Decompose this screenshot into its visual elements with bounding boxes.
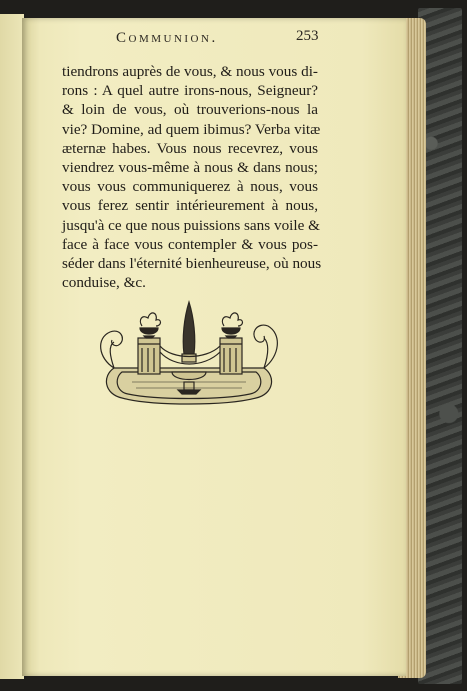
text-line: séder dans l'éternité bienheureuse, où nous [62, 255, 322, 273]
body-text [62, 62, 322, 292]
text-line: face à face vous contempler & vous pos- [62, 235, 318, 253]
text-line: vie? Domine, ad quem ibimus? Verba vitæ [62, 120, 321, 138]
text-line: rons : A quel autre irons-nous, Seigneur? [62, 82, 318, 100]
page-number: 253 [296, 28, 319, 44]
running-head: Communion. [116, 30, 218, 46]
text-line: jusqu'à ce que nous puissions sans voile & [62, 216, 320, 234]
fleuron-vignette [92, 298, 286, 416]
facing-page-edge [0, 14, 24, 679]
text-line: tiendrons auprès de vous, & nous vous di- [62, 63, 318, 80]
text-line: viendrez vous-même à nous & dans nous; [62, 159, 318, 177]
text-line: vous vous communiquerez à nous, vous [62, 178, 318, 196]
text-line: conduise, &c. [62, 274, 146, 292]
text-line: vous ferez sentir intérieurement à nous, [62, 197, 318, 215]
text-line: & loin de vous, où trouverions-nous la [62, 101, 318, 119]
text-line: æternæ habes. Vous nous recevrez, vous [62, 139, 318, 157]
